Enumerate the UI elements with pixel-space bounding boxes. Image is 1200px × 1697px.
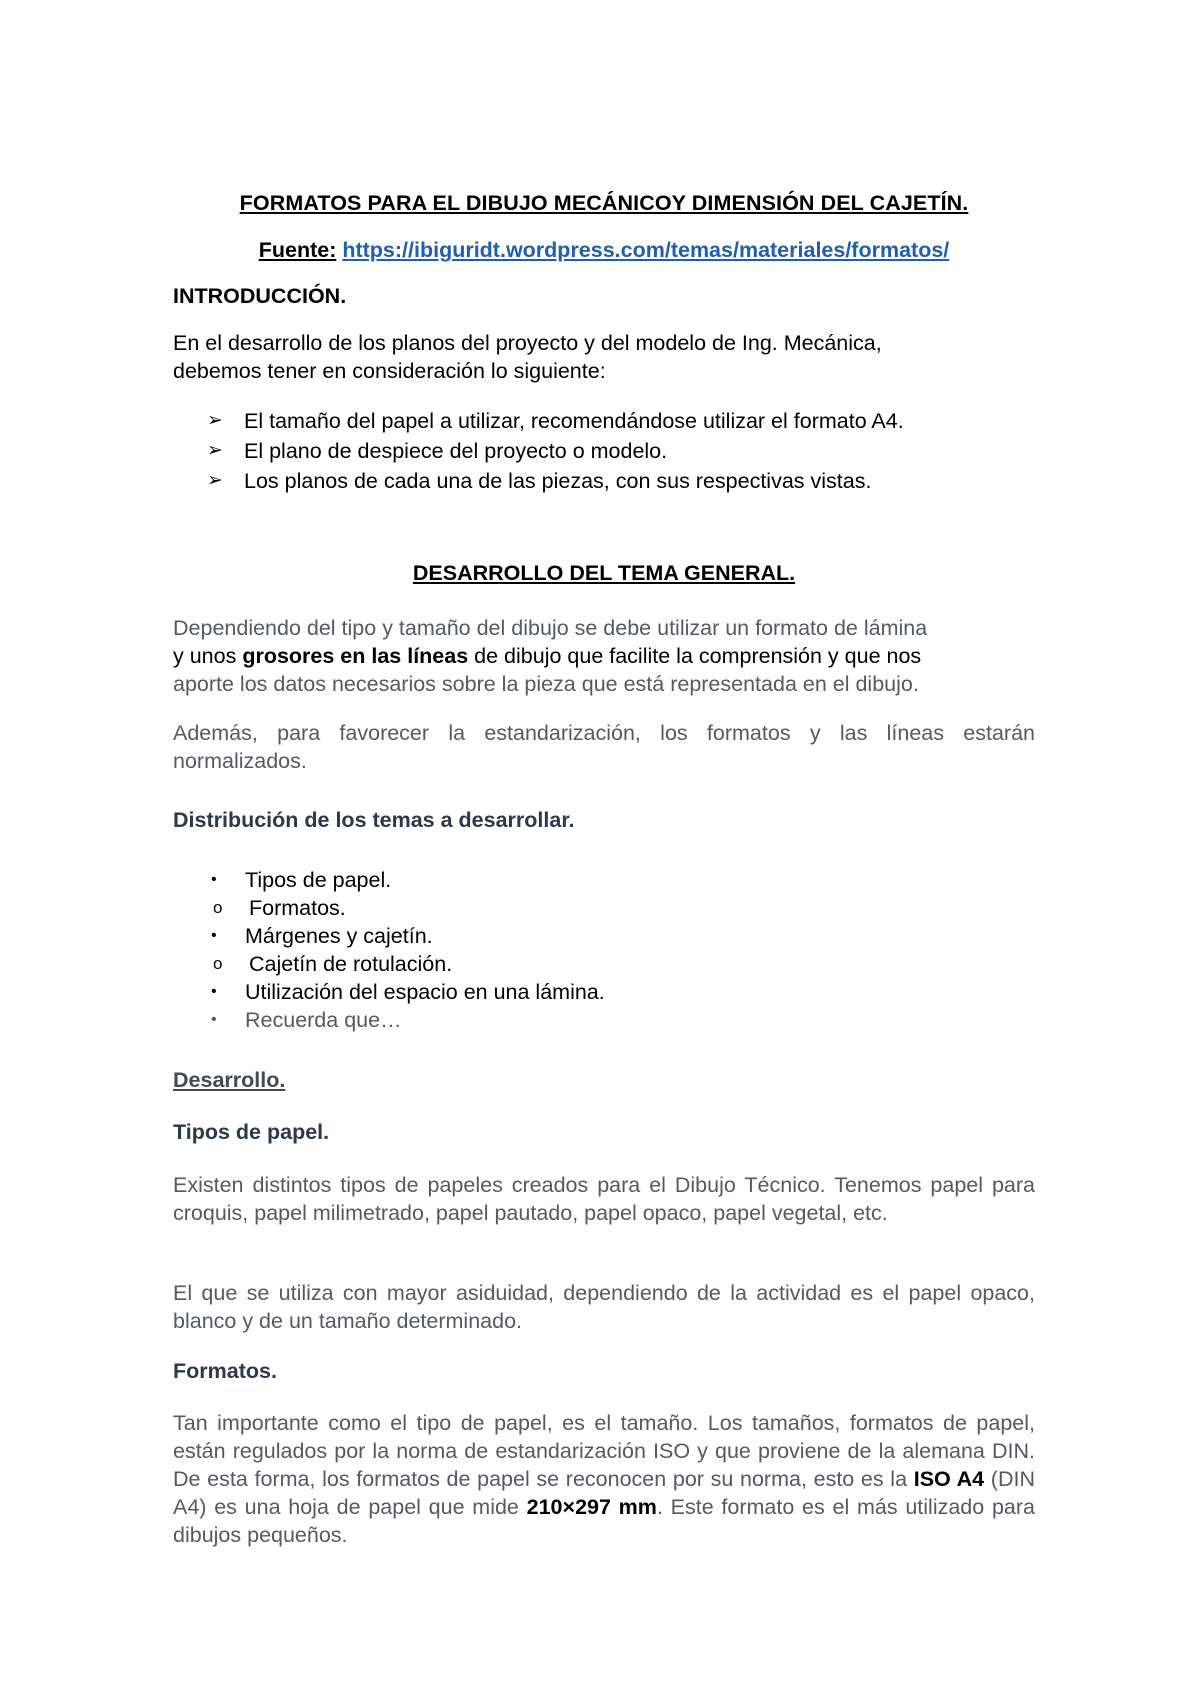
intro-list — [207, 406, 904, 496]
list-item — [211, 978, 605, 1006]
intro-paragraph-line: debemos tener en consideración lo siguiente: — [173, 359, 606, 383]
text-span: (DIN A4) es una hoja de papel que mide — [173, 1467, 1035, 1519]
general-paragraph-1 — [173, 614, 1035, 698]
general-heading: DESARROLLO DEL TEMA GENERAL. — [412, 561, 796, 585]
list-item — [211, 1006, 605, 1034]
list-item-text: Márgenes y cajetín. — [245, 924, 433, 948]
formats-paragraph — [173, 1409, 1035, 1549]
development-heading: Desarrollo. — [173, 1068, 286, 1092]
formats-heading: Formatos. — [173, 1359, 277, 1383]
bold-text: ISO A4 — [913, 1467, 985, 1491]
source-link[interactable]: https://ibiguridt.wordpress.com/temas/materiales/formatos/ — [342, 238, 950, 262]
list-item — [211, 866, 605, 894]
general-paragraph-2: Además, para favorecer la estandarización, los formatos y las líneas estarán normalizados. — [173, 721, 1035, 773]
list-item — [211, 950, 605, 978]
bold-text: 210×297 mm — [526, 1495, 657, 1519]
intro-heading: INTRODUCCIÓN. — [173, 284, 347, 308]
text-span: y unos — [173, 644, 243, 668]
bullet-icon: • — [211, 871, 217, 888]
bullet-icon: • — [211, 927, 217, 944]
paragraph-line: Dependiendo del tipo y tamaño del dibujo se debe utilizar un formato de lámina — [173, 616, 928, 640]
list-item — [207, 436, 904, 466]
bullet-icon: • — [211, 983, 217, 1000]
list-item-text: Tipos de papel. — [245, 868, 392, 892]
list-item — [207, 466, 904, 496]
arrow-bullet-icon: ➢ — [207, 470, 223, 491]
list-item — [211, 922, 605, 950]
list-item-text: Recuerda que… — [245, 1008, 402, 1032]
paragraph-line: aporte los datos necesarios sobre la pieza que está representada en el dibujo. — [173, 672, 919, 696]
paper-types-paragraph-1: Existen distintos tipos de papeles creados para el Dibujo Técnico. Tenemos papel para croquis, papel milimetrado, papel pautado, papel opaco, papel vegetal, etc. — [173, 1173, 1035, 1225]
list-item-text: Utilización del espacio en una lámina. — [245, 980, 605, 1004]
paragraph-line — [173, 642, 1035, 670]
bullet-icon: • — [211, 1011, 217, 1028]
intro-paragraph-line: En el desarrollo de los planos del proyecto y del modelo de Ing. Mecánica, — [173, 331, 882, 355]
list-item — [211, 894, 605, 922]
arrow-bullet-icon: ➢ — [207, 410, 223, 431]
list-item-text: El tamaño del papel a utilizar, recomendándose utilizar el formato A4. — [244, 409, 904, 433]
distribution-list — [211, 866, 605, 1034]
circle-bullet-icon: o — [213, 898, 223, 917]
circle-bullet-icon: o — [213, 954, 223, 973]
bold-text: grosores en las líneas — [242, 644, 469, 668]
list-item — [207, 406, 904, 436]
paper-types-heading: Tipos de papel. — [173, 1120, 330, 1144]
text-span: de dibujo que facilite la comprensión y que nos — [468, 644, 922, 668]
list-item-text: Cajetín de rotulación. — [249, 952, 453, 976]
intro-paragraph — [173, 329, 1035, 385]
text-span: . Este formato es el más utilizado para dibujos pequeños. — [173, 1495, 1035, 1547]
source-line — [173, 238, 1035, 263]
document-title: FORMATOS PARA EL DIBUJO MECÁNICOY DIMENSIÓN DEL CAJETÍN. — [239, 191, 969, 215]
list-item-text: Formatos. — [249, 896, 346, 920]
text-span: Tan importante como el tipo de papel, es el tamaño. Los tamaños, formatos de papel, están regulados por la norma de estandarización ISO y que proviene de la alemana DIN. De esta forma, los formatos de papel se reconocen por su norma, esto es la — [173, 1411, 1035, 1491]
list-item-text: Los planos de cada una de las piezas, con sus respectivas vistas. — [244, 469, 872, 493]
paper-types-paragraph-2: El que se utiliza con mayor asiduidad, dependiendo de la actividad es el papel opaco, blanco y de un tamaño determinado. — [173, 1281, 1035, 1333]
source-label: Fuente: — [258, 238, 337, 262]
distribution-heading: Distribución de los temas a desarrollar. — [173, 808, 575, 832]
arrow-bullet-icon: ➢ — [207, 440, 223, 461]
list-item-text: El plano de despiece del proyecto o modelo. — [244, 439, 668, 463]
